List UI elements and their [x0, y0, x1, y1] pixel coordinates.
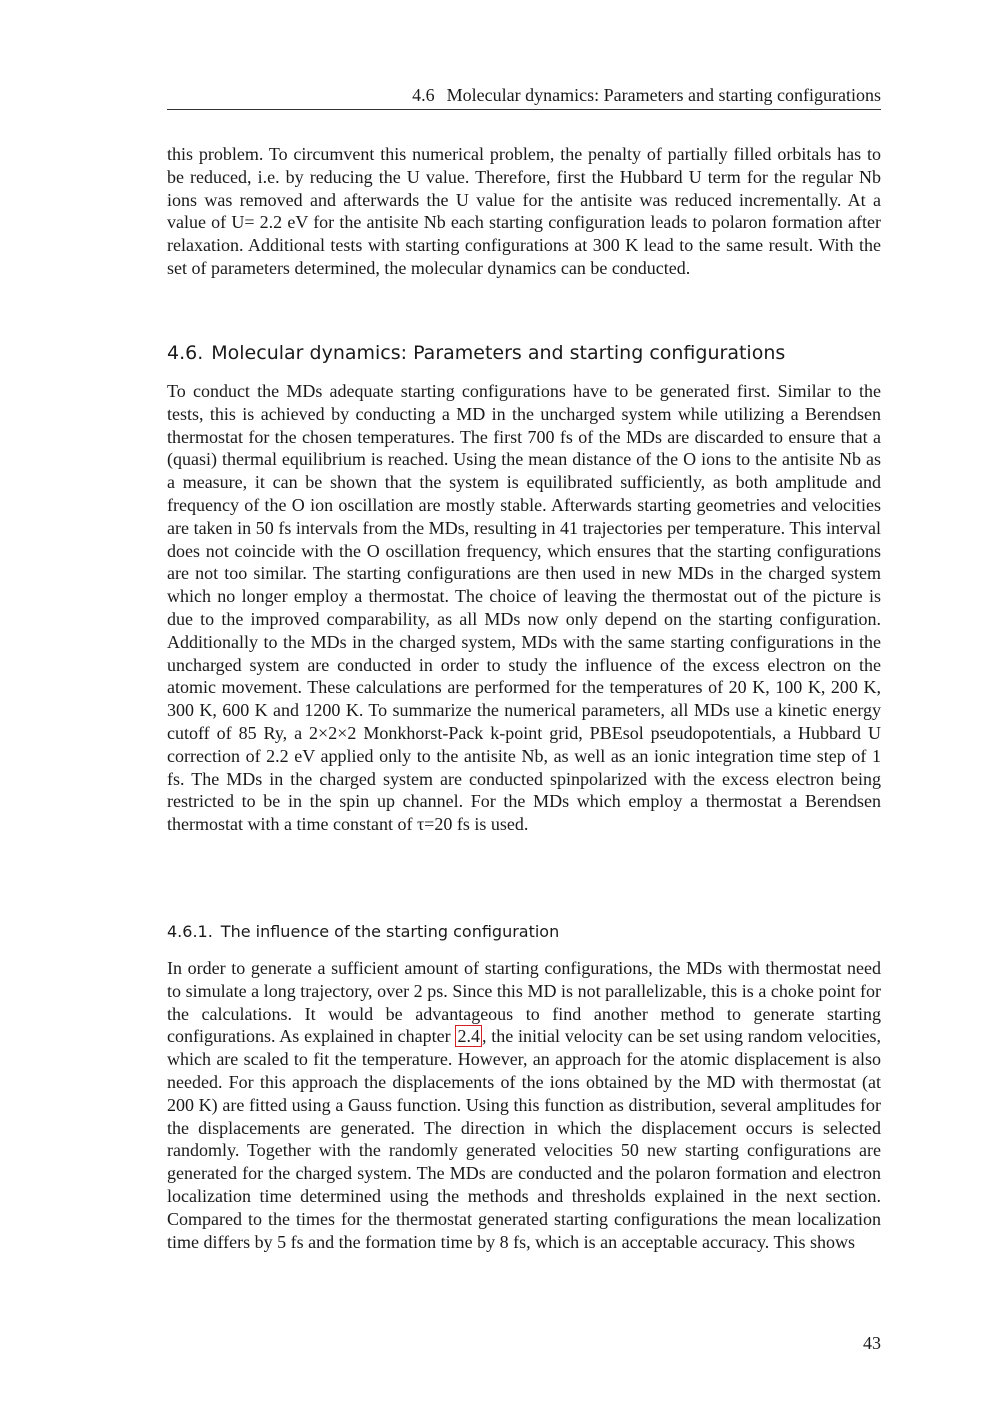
paragraph-3 — [167, 957, 881, 1253]
paragraph-2: To conduct the MDs adequate starting configurations have to be generated first. Similar to the tests, this is achieved by conducting a MD in the uncharged system while utilizing a Berendsen thermostat for the chosen temperatures. The first 700 fs of the MDs are discarded to ensure that a (quasi) thermal equilibrium is reached. Using the mean distance of the O ions to the antisite Nb as a measure, it can be shown that the system is equilibrated sufficiently, as both amplitude and frequency of the O ion oscillation are mostly stable. Afterwards starting geometries and velocities are taken in 50 fs intervals from the MDs, resulting in 41 trajectories per temperature. This interval does not coincide with the O oscillation frequency, which ensures that the starting configurations are not too similar. The starting configurations are then used in new MDs in the charged system which no longer employ a thermostat. The choice of leaving the thermostat out of the picture is due to the improved comparability, as all MDs now only depend on the starting configuration. Additionally to the MDs in the charged system, MDs with the same starting configurations in the uncharged system are conducted in order to study the influence of the excess electron on the atomic movement. These calculations are performed for the temperatures of 20 K, 100 K, 200 K, 300 K, 600 K and 1200 K. To summarize the numerical parameters, all MDs use a kinetic energy cutoff of 85 Ry, a 2×2×2 Monkhorst-Pack k-point grid, PBEsol pseudopotentials, a Hubbard U correction of 2.2 eV applied only to the antisite Nb, as well as an ionic integration time step of 1 fs. The MDs in the charged system are conducted spinpolarized with the excess electron being restricted to be in the spin up channel. For the MDs which employ a thermostat a Berendsen thermostat with a time constant of τ=20 fs is used. — [167, 381, 881, 835]
section-number: 4.6. — [167, 342, 204, 364]
running-header-title: Molecular dynamics: Parameters and starting configurations — [446, 85, 881, 105]
paragraph-3-text-before-ref: In order to generate a sufficient amount of starting configurations, the MDs with thermostat need to simulate a long trajectory, over 2 ps. Since this MD is not parallelizable, this is a choke point for the calculations. It would be advantageous to find another method to generate starting configurations. As explained in chapter — [167, 958, 881, 1047]
running-header-section-number: 4.6 — [412, 85, 435, 105]
chapter-reference-link[interactable]: 2.4 — [457, 1026, 480, 1047]
page-number: 43 — [863, 1333, 881, 1353]
paragraph-3-text-after-ref: , the initial velocity can be set using random velocities, which are scaled to fit the temperature. However, an approach for the atomic displacement is also needed. For this approach the displacements of the ions obtained by the MD with thermostat (at 200 K) are fitted using a Gauss function. Using this function as distribution, several amplitudes for the displacements are generated. The direction in which the displacement occurs is selected randomly. Together with the randomly generated velocities 50 new starting configurations are generated for the charged system. The MDs are conducted and the polaron formation and electron localization time determined using the methods and thresholds explained in the next section. Compared to the times for the thermostat generated starting configurations the mean localization time differs by 5 fs and the formation time by 8 fs, which is an acceptable accuracy. This shows — [167, 1026, 882, 1252]
section-heading — [167, 342, 785, 364]
running-header — [167, 84, 881, 110]
subsection-heading — [167, 922, 559, 941]
paragraph-1: this problem. To circumvent this numerical problem, the penalty of partially filled orbitals has to be reduced, i.e. by reducing the U value. Therefore, first the Hubbard U term for the regular Nb ions was removed and afterwards the U value for the antisite was reduced incrementally. At a value of U= 2.2 eV for the antisite Nb each starting configuration leads to polaron formation after relaxation. Additional tests with starting configurations at 300 K lead to the same result. With the set of parameters determined, the molecular dynamics can be conducted. — [167, 144, 881, 278]
subsection-title: The influence of the starting configuration — [220, 922, 560, 941]
subsection-number: 4.6.1. — [167, 922, 213, 941]
section-title: Molecular dynamics: Parameters and starting configurations — [211, 342, 786, 364]
